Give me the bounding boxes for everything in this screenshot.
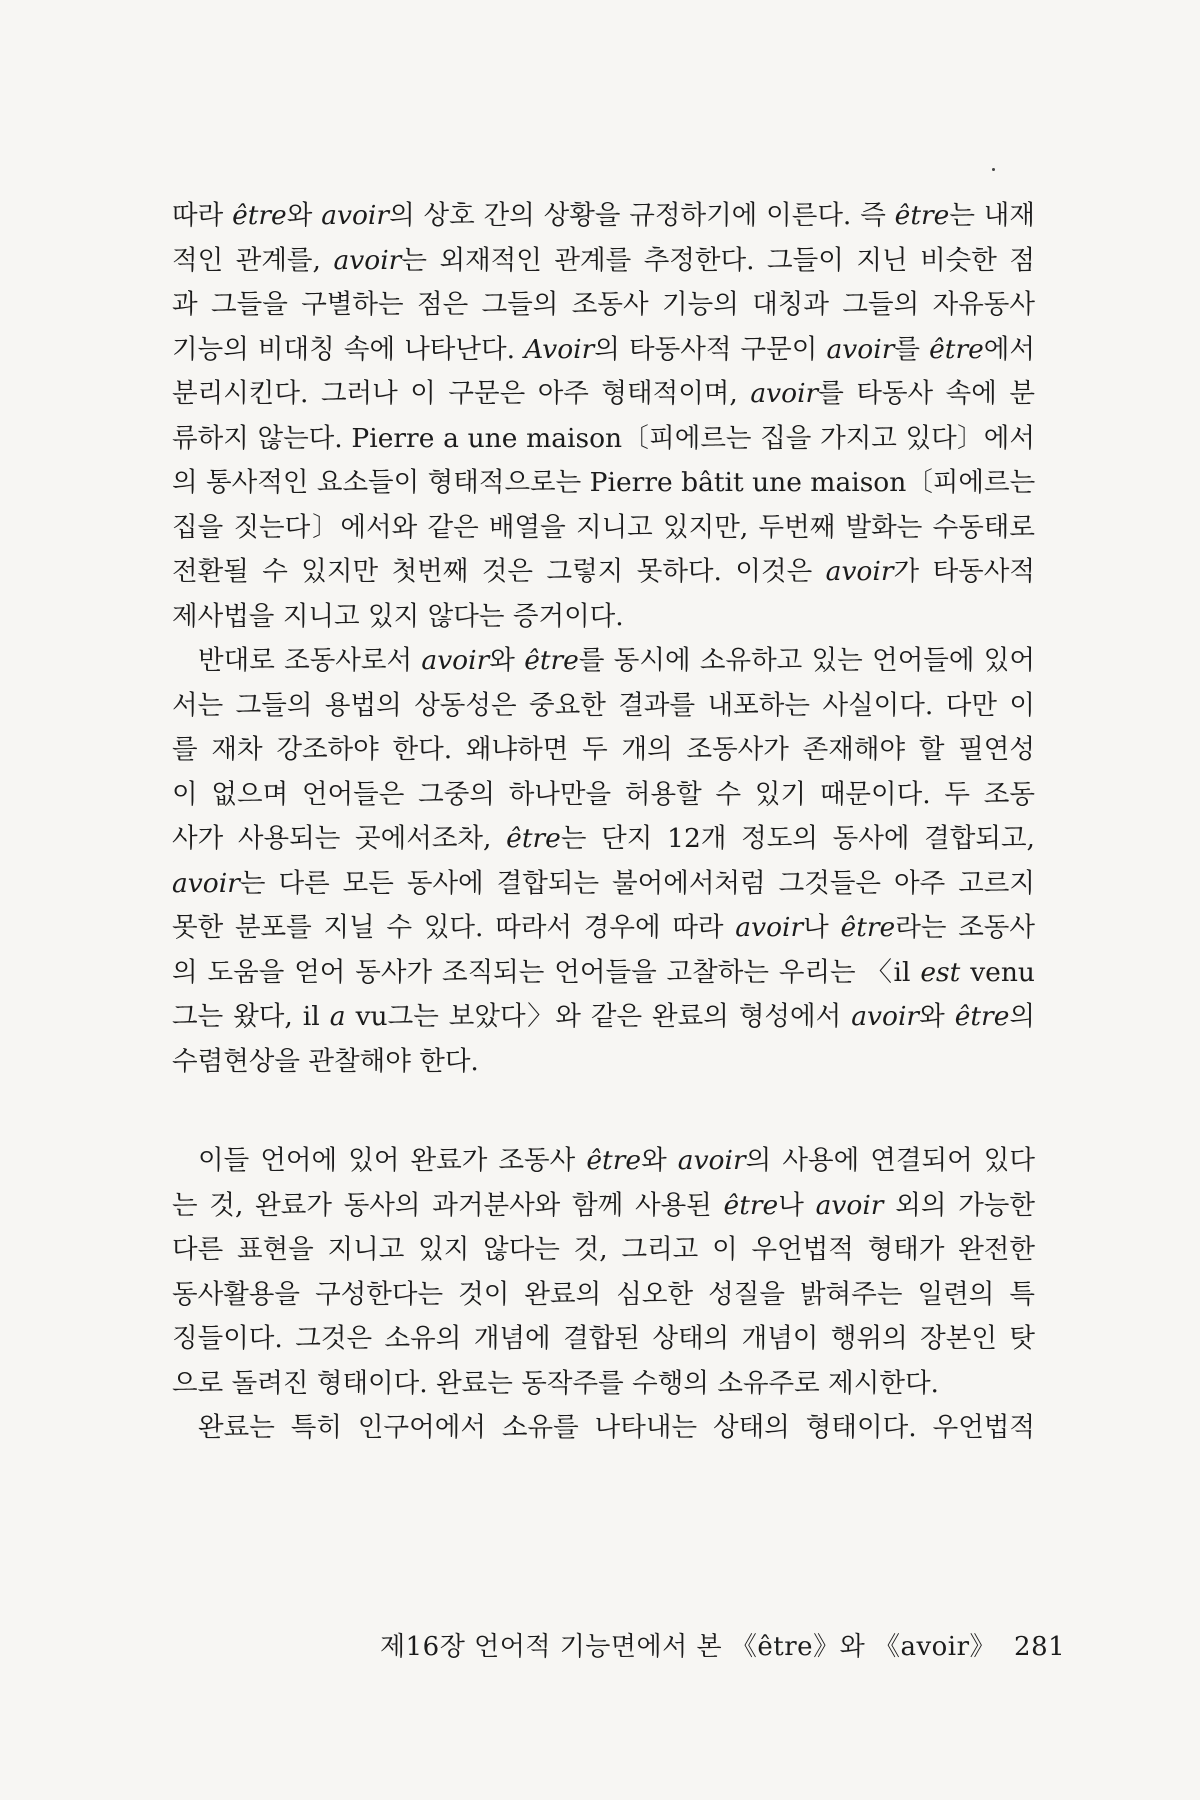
text-line: 그는 왔다, il a vu그는 보았다〉와 같은 완료의 형성에서 avoir와 être의 (172, 1001, 1035, 1032)
text-line: 완료는 특히 인구어에서 소유를 나타내는 상태의 형태이다. 우언법적 (198, 1412, 1035, 1443)
text-line: 따라 être와 avoir의 상호 간의 상황을 규정하기에 이른다. 즉 être는 내재 (172, 200, 1035, 231)
paragraph (172, 1139, 1035, 1406)
text-line: 반대로 조동사로서 avoir와 être를 동시에 소유하고 있는 언어들에 있어 (198, 645, 1035, 676)
chapter-title: 제16장 언어적 기능면에서 본 《être》와 《avoir》 (380, 1632, 997, 1662)
text-line: 서는 그들의 용법의 상동성은 중요한 결과를 내포하는 사실이다. 다만 이 (172, 689, 1035, 721)
text-line: 동사활용을 구성한다는 것이 완료의 심오한 성질을 밝혀주는 일련의 특 (172, 1278, 1035, 1310)
text-line: 다른 표현을 지니고 있지 않다는 것, 그리고 이 우언법적 형태가 완전한 (172, 1234, 1035, 1265)
text-line: 집을 짓는다〕에서와 같은 배열을 지니고 있지만, 두번째 발화는 수동태로 (172, 511, 1035, 543)
text-line: 과 그들을 구별하는 점은 그들의 조동사 기능의 대칭과 그들의 자유동사 (172, 289, 1035, 320)
text-line: 분리시킨다. 그러나 이 구문은 아주 형태적이며, avoir를 타동사 속에 분 (172, 378, 1035, 409)
running-footer (380, 1626, 1066, 1663)
text-line: 전환될 수 있지만 첫번째 것은 그렇지 못하다. 이것은 avoir가 타동사적 (172, 556, 1035, 587)
section-gap (172, 1084, 1035, 1139)
text-line: 기능의 비대칭 속에 나타난다. Avoir의 타동사적 구문이 avoir를 être에서 (172, 333, 1035, 365)
paragraph (172, 1406, 1035, 1451)
text-line: 제사법을 지니고 있지 않다는 증거이다. (172, 600, 624, 632)
text-line: 이 없으며 언어들은 그중의 하나만을 허용할 수 있기 때문이다. 두 조동 (172, 778, 1035, 810)
page-number: 281 (1014, 1632, 1066, 1662)
text-line: 징들이다. 그것은 소유의 개념에 결합된 상태의 개념이 행위의 장본인 탓 (172, 1323, 1035, 1354)
text-line: avoir는 다른 모든 동사에 결합되는 불어에서처럼 그것들은 아주 고르지 (172, 867, 1035, 899)
text-line: 류하지 않는다. Pierre a une maison〔피에르는 집을 가지고 있다〕에서 (172, 422, 1035, 454)
text-line: 이들 언어에 있어 완료가 조동사 être와 avoir의 사용에 연결되어 있다 (198, 1145, 1035, 1176)
paragraph (172, 194, 1035, 639)
text-line: 를 재차 강조하야 한다. 왜냐하면 두 개의 조동사가 존재해야 할 필연성 (172, 734, 1035, 765)
paragraph (172, 639, 1035, 1084)
text-line: 적인 관계를, avoir는 외재적인 관계를 추정한다. 그들이 지닌 비슷한 점 (172, 244, 1035, 276)
text-line: 수렴현상을 관찰해야 한다. (172, 1045, 479, 1077)
text-line: 의 도움을 얻어 동사가 조직되는 언어들을 고찰하는 우리는 〈il est venu (172, 956, 1035, 988)
body-text (172, 194, 1035, 1451)
text-line: 으로 돌려진 형태이다. 완료는 동작주를 수행의 소유주로 제시한다. (172, 1367, 939, 1399)
text-line: 의 통사적인 요소들이 형태적으로는 Pierre bâtit une maison〔피에르는 (172, 467, 1036, 498)
speck (992, 168, 995, 171)
text-line: 못한 분포를 지닐 수 있다. 따라서 경우에 따라 avoir나 être라는 조동사 (172, 912, 1035, 943)
text-line: 사가 사용되는 곳에서조차, être는 단지 12개 정도의 동사에 결합되고, (172, 823, 1035, 854)
text-line: 는 것, 완료가 동사의 과거분사와 함께 사용된 être나 avoir 외의 가능한 (172, 1189, 1036, 1221)
